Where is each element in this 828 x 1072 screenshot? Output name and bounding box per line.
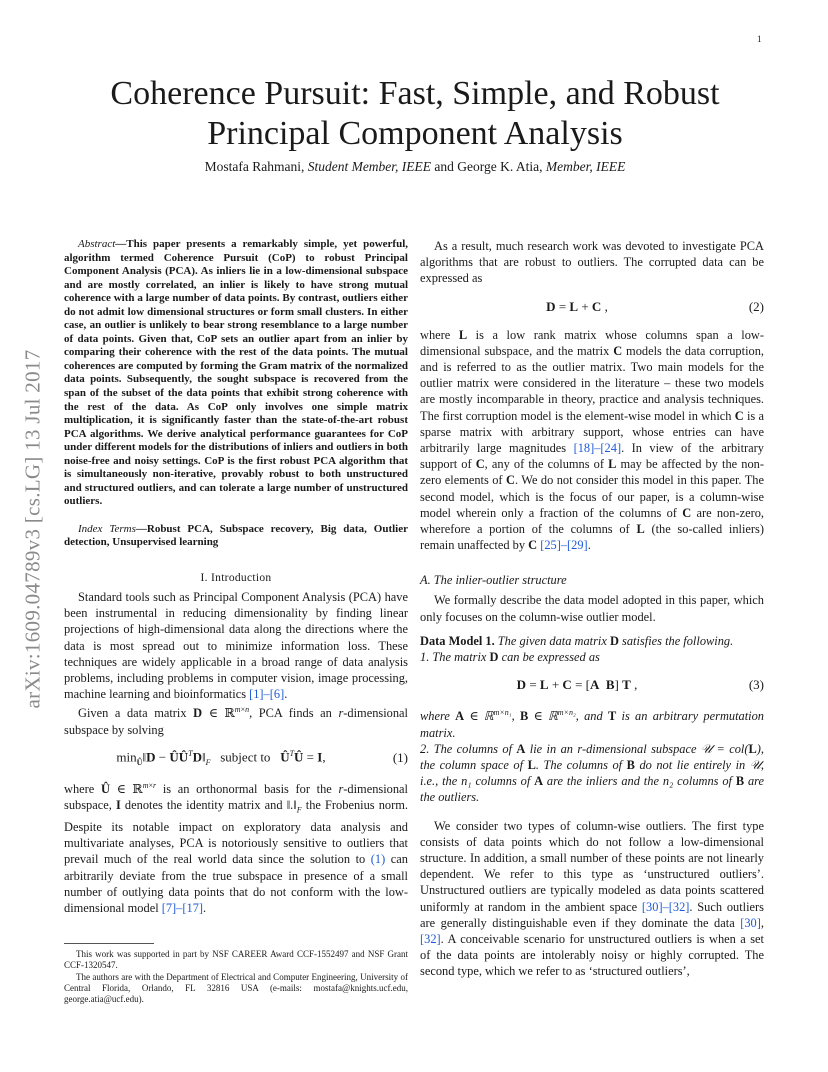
author-1-name: Mostafa Rahmani, [204,159,308,174]
footnote-rule [64,943,154,944]
index-terms [64,523,408,550]
abstract [64,238,408,509]
citation-link[interactable]: [1]–[6] [249,687,285,702]
subsection-heading: A. The inlier-outlier structure [420,573,567,588]
equation-3-number: (3) [748,677,764,693]
title-line-2: Principal Component Analysis [207,115,623,152]
equation-2-math: D = L + C , [546,298,608,314]
section-heading-introduction: I. Introduction [200,572,272,585]
author-2-role: Member, IEEE [545,159,626,174]
equation-1-number: (1) [392,749,408,765]
abstract-text: —This paper presents a remarkably simple, yet powerful, algorithm termed Coherence Pursuit (CoP) to robust Principal Component Analysis (PCA). As inliers lie in a low-dimensional subspace and are mostly correlated, an inlier is likely to have strong mutual coherence with a large number of data points. By contrast, outliers either do not admit low dimensional structures or form small clusters. In either case, an outlier is unlikely to bear strong resemblance to a large number of data points. Given that, CoP sets an outlier apart from an inlier by comparing their coherence with the rest of the data points. The mutual coherences are computed by forming the Gram matrix of the normalized data points. Subsequently, the sought subspace is recovered from the span of the subset of the data points that exhibit strong coherence with the rest of the data. As CoP only involves one simple matrix multiplication, it is significantly faster than the state-of-the-art robust PCA algorithms. We derive analytical performance guarantees for CoP under different models for the distributions of inliers and outliers in both noise-free and noisy settings. CoP is the first robust PCA algorithm that is simultaneously non-iterative, provably robust to both unstructured and structured outliers, and can tolerate a large number of unstructured outliers. [64,238,408,508]
equation-2-number: (2) [748,298,764,314]
right-paragraph-4: We consider two types of column-wise outliers. The first type consists of data points which do not follow a low-dimensional structure. In addition, a small number of these points are not linearly dependent. We refer to this type as ‘unstructured outliers’. Unstructured outliers are typically modeled as data points scattered uniformly at random in the ambient space [30]–[32]. Such outliers are generally distinguishable even if they dominate the data [30], [32]. A conceivable scenario for unstructured outliers is when a set of the data points are intolerably noisy or highly corrupted. The second type, which we refer to as ‘structured outliers’, [420,818,764,979]
footnote-funding: This work was supported in part by NSF CAREER Award CCF-1552497 and NSF Grant CCF-1320547. [64,949,408,971]
equation-3 [420,672,764,698]
equation-1-math: $\min_Û‖D$ − $ÛÛ^TD‖_F$ subject to $Û^TÛ = I$, [116,749,326,767]
arxiv-stamp-text: arXiv:1609.04789v3 [cs.LG] 13 Jul 2017 [20,349,45,709]
left-column [64,238,408,916]
index-terms-label: Index Terms [78,522,136,535]
equation-2 [420,294,764,320]
title-line-1: Coherence Pursuit: Fast, Simple, and Robust [110,75,720,112]
citation-link[interactable]: [32] [420,932,441,947]
citation-link[interactable]: (1) [370,852,386,867]
intro-paragraph-1: Standard tools such as Principal Component Analysis (PCA) have been instrumental in reducing dimensionality by finding linear projections of high-dimensional data along the directions where the data is most spread out to minimize information loss. These techniques are widely applicable in a broad range of data analysis problems, including problems in computer vision, image processing, machine learning and bioinformatics [1]–[6]. [64,590,408,702]
citation-link[interactable]: [25]–[29] [540,538,588,553]
citation-link[interactable]: [7]–[17] [161,901,204,915]
citation-link[interactable]: [30]–[32] [641,899,690,914]
paper-title [60,74,770,154]
right-paragraph-2: where L is a low rank matrix whose columns span a low-dimensional subspace, and the matrix C models the data corruption, and is referred to as the outlier matrix. Two main models for the outlier matrix were considered in the literature – these two models are mostly incomparable in theory, practice and analysis techniques. The first corruption model is the element-wise model in which C is a sparse matrix with arbitrary support, whose entries can have arbitrarily large magnitudes [18]–[24]. In view of the arbitrary support of C, any of the columns of L may be affected by the non-zero elements of C. We do not consider this model in this paper. The second model, which is the focus of our paper, is a column-wise model wherein only a fraction of the columns of C are non-zero, wherefore a portion of the columns of L (the so-called inliers) remain unaffected by C [25]–[29]. [420,327,765,553]
author-2-name: and George K. Atia, [431,159,546,174]
footnotes [64,949,408,1005]
equation-3-math: D = L + C = [A B] T , [516,677,638,693]
right-paragraph-3: We formally describe the data model adopted in this paper, which only focuses on the column-wise outlier model. [420,593,764,624]
footnote-affiliation: The authors are with the Department of Electrical and Computer Engineering, University of Central Florida, Orlando, FL 32816 USA (e-mails: mostafa@knights.ucf.edu, george.atia@ucf.edu). [64,971,408,1005]
index-terms-text: —Robust PCA, Subspace recovery, Big data, Outlier detection, Unsupervised learning [64,522,408,549]
intro-paragraph-3: where Û ∈ ℝ$^{m\times r}$ is an orthonormal basis for the r-dimensional subspace, I denotes the identity matrix and $‖.‖_F$ the Frobenius norm. Despite its notable impact on exploratory data analysis and multivariate analyses, PCA is notoriously sensitive to outliers that prevail much of the real world data since the solution to (1) can arbitrarily deviate from the true subspace in presence of a small number of outlying data points that do not conform with the low-dimensional model [7]–[17]. [64,780,408,915]
data-model-1: Data Model 1. The given data matrix D satisfies the following. 1. The matrix D can be expressed as [420,633,734,665]
arxiv-stamp [18,298,48,760]
citation-link[interactable]: [30] [740,915,761,930]
data-model-1-cont: where A ∈ ℝ$^{m\times n_1}$, B ∈ ℝ$^{m\times n_2}$, and T is an arbitrary permutation matrix. 2. The columns of A lie in an r-dimensional subspace 𝒰 = col(L), the column space of L. The columns of B do not lie entirely in 𝒰, i.e., the n₁ columns of A are the inliers and the n₂ columns of B are the outliers. [420,708,765,805]
author-1-role: Student Member, IEEE [307,159,432,174]
data-model-label: Data Model 1. [420,633,495,648]
author-line [60,159,770,175]
right-paragraph-1: As a result, much research work was devoted to investigate PCA algorithms that are robust to outliers. The corrupted data can be expressed as [420,239,764,286]
equation-1 [64,745,408,771]
intro-paragraph-2: Given a data matrix D ∈ ℝ$^{m\times n}$, PCA finds an r-dimensional subspace by solving [64,705,408,737]
page-number: 1 [757,34,762,44]
right-column [420,238,764,980]
abstract-label: Abstract [78,238,116,250]
citation-link[interactable]: [18]–[24] [573,441,622,456]
